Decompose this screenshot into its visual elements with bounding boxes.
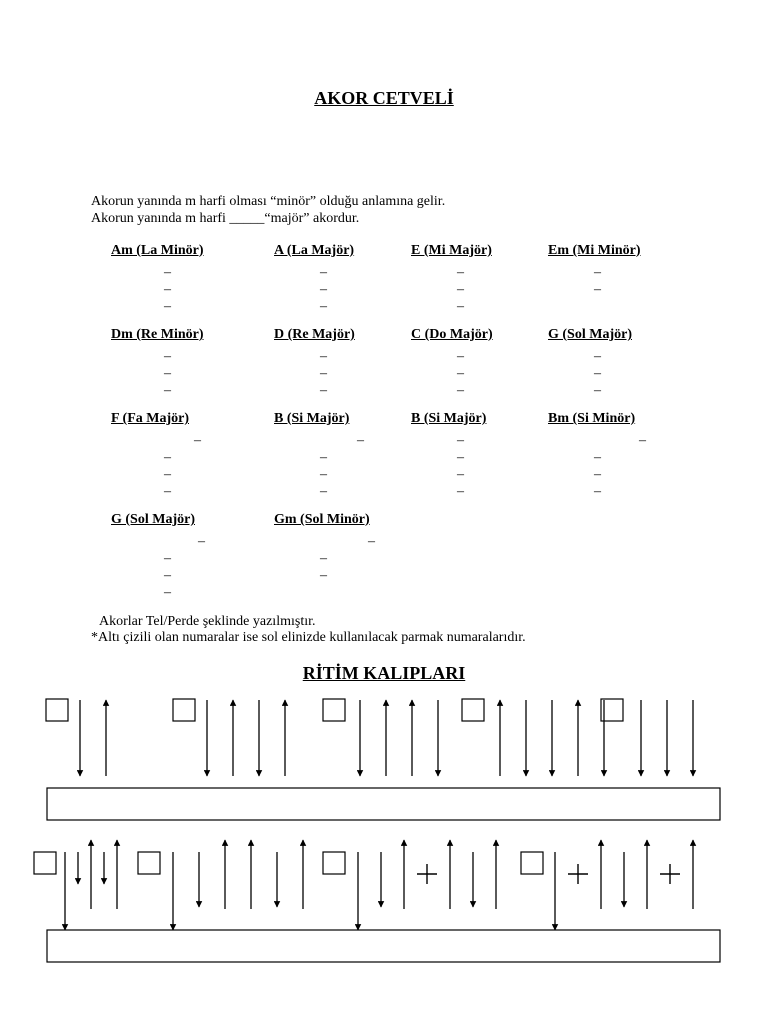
dash: – <box>198 534 205 549</box>
rhythm-patterns <box>0 690 768 980</box>
chord-label: Gm (Sol Minör) <box>274 512 370 527</box>
dash: – <box>164 265 171 280</box>
chord-label: B (Si Majör) <box>411 411 487 426</box>
dash: – <box>164 551 171 566</box>
dash: – <box>457 433 464 448</box>
rhythm-title: RİTİM KALIPLARI <box>302 663 466 683</box>
dash: – <box>164 299 171 314</box>
dash: – <box>594 282 601 297</box>
dash: – <box>164 467 171 482</box>
dash: – <box>164 450 171 465</box>
chord-label: D (Re Majör) <box>274 327 355 342</box>
chord-label: A (La Majör) <box>274 243 355 258</box>
chord-box[interactable] <box>173 699 195 721</box>
dash: – <box>457 467 464 482</box>
dash: – <box>457 366 464 381</box>
chord-label: B (Si Majör) <box>274 411 350 426</box>
chord-label: G (Sol Majör) <box>111 512 195 527</box>
dash: – <box>357 433 364 448</box>
chord-label: Am (La Minör) <box>111 243 204 258</box>
note-line-2: *Altı çizili olan numaralar ise sol elinizde kullanılacak parmak numaralarıdır. <box>91 630 526 645</box>
dash: – <box>164 568 171 583</box>
chord-label: E (Mi Majör) <box>411 243 492 258</box>
intro-line-2: Akorun yanında m harfi _____“majör” akordur. <box>91 211 360 226</box>
dash: – <box>164 585 171 600</box>
answer-box[interactable] <box>47 788 720 820</box>
dash: – <box>594 366 601 381</box>
dash: – <box>457 383 464 398</box>
dash: – <box>368 534 375 549</box>
dash: – <box>594 383 601 398</box>
dash: – <box>320 568 327 583</box>
chord-box[interactable] <box>462 699 484 721</box>
chord-box[interactable] <box>138 852 160 874</box>
dash: – <box>457 282 464 297</box>
dash: – <box>320 299 327 314</box>
dash: – <box>320 383 327 398</box>
dash: – <box>594 349 601 364</box>
dash: – <box>194 433 201 448</box>
dash: – <box>320 467 327 482</box>
dash: – <box>457 265 464 280</box>
dash: – <box>457 299 464 314</box>
dash: – <box>164 282 171 297</box>
note-line-1: Akorlar Tel/Perde şeklinde yazılmıştır. <box>99 614 316 629</box>
dash: – <box>457 349 464 364</box>
answer-box[interactable] <box>47 930 720 962</box>
dash: – <box>594 450 601 465</box>
chord-label: F (Fa Majör) <box>111 411 189 426</box>
dash: – <box>320 349 327 364</box>
page-title: AKOR CETVELİ <box>314 88 454 108</box>
chord-box[interactable] <box>323 852 345 874</box>
dash: – <box>457 484 464 499</box>
chord-label: Em (Mi Minör) <box>548 243 641 258</box>
chord-box[interactable] <box>46 699 68 721</box>
chord-label: Dm (Re Minör) <box>111 327 204 342</box>
chord-box[interactable] <box>34 852 56 874</box>
dash: – <box>320 551 327 566</box>
dash: – <box>639 433 646 448</box>
dash: – <box>320 450 327 465</box>
chord-box[interactable] <box>521 852 543 874</box>
dash: – <box>164 484 171 499</box>
dash: – <box>164 349 171 364</box>
dash: – <box>164 383 171 398</box>
chord-label: Bm (Si Minör) <box>548 411 636 426</box>
chord-label: C (Do Majör) <box>411 327 493 342</box>
chord-box[interactable] <box>323 699 345 721</box>
dash: – <box>320 484 327 499</box>
dash: – <box>320 366 327 381</box>
dash: – <box>164 366 171 381</box>
dash: – <box>594 467 601 482</box>
dash: – <box>594 484 601 499</box>
dash: – <box>594 265 601 280</box>
dash: – <box>320 282 327 297</box>
intro-line-1: Akorun yanında m harfi olması “minör” olduğu anlamına gelir. <box>91 194 446 209</box>
chord-label: G (Sol Majör) <box>548 327 632 342</box>
dash: – <box>320 265 327 280</box>
dash: – <box>457 450 464 465</box>
